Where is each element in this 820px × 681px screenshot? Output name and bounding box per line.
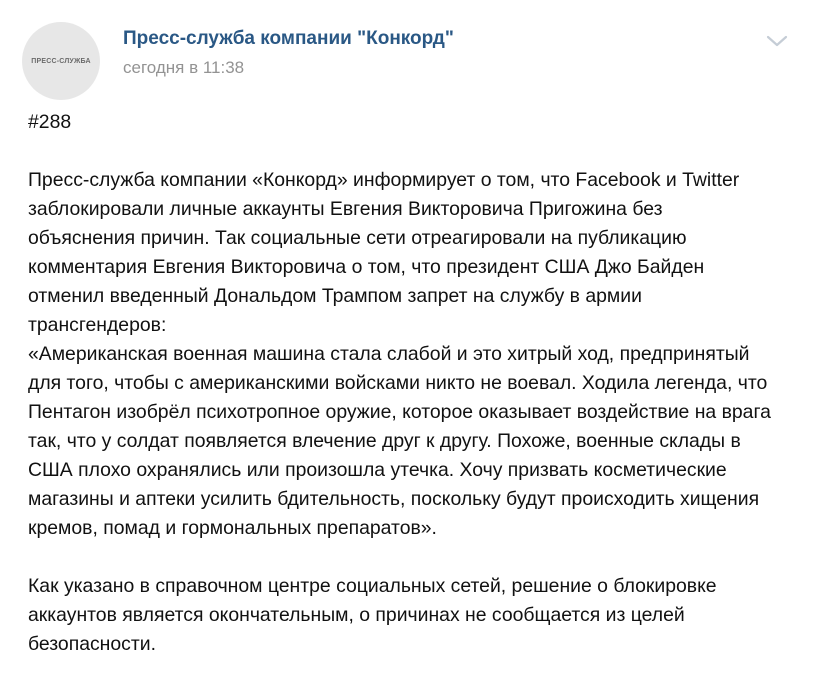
text-line: заблокировали личные аккаунты Евгения Викторовича Пригожина без (28, 198, 663, 220)
chevron-down-icon[interactable] (764, 32, 790, 50)
post-timestamp[interactable]: сегодня в 11:38 (123, 58, 245, 77)
text-line: трансгендеров: (28, 314, 167, 336)
spacer (28, 137, 808, 166)
text-line: Пресс-служба компании «Конкорд» информирует о том, что Facebook и Twitter (28, 169, 740, 191)
paragraph-1 (28, 166, 808, 543)
text-line: для того, чтобы с американскими войсками никто не воевал. Ходила легенда, что (28, 372, 768, 394)
post-text (28, 108, 808, 659)
text-line: комментария Евгения Викторовича о том, что президент США Джо Байден (28, 256, 705, 278)
text-line: США плохо охранялись или произошла утечка. Хочу призвать косметические (28, 459, 727, 481)
text-line: Как указано в справочном центре социальных сетей, решение о блокировке (28, 575, 717, 597)
text-line: безопасности. (28, 633, 156, 655)
paragraph-2 (28, 572, 808, 659)
text-line: Пентагон изобрёл психотропное оружие, которое оказывает воздействие на врага (28, 401, 771, 423)
hashtag-link[interactable]: #288 (28, 111, 72, 133)
text-line: отменил введенный Дональдом Трампом запрет на службу в армии (28, 285, 642, 307)
spacer (28, 543, 808, 572)
text-line: так, что у солдат появляется влечение друг к другу. Похоже, военные склады в (28, 430, 741, 452)
text-line: магазины и аптеки усилить бдительность, поскольку будут происходить хищения (28, 488, 760, 510)
text-line: кремов, помад и гормональных препаратов». (28, 517, 437, 539)
avatar-logo-text: ПРЕСС-СЛУЖБА (31, 57, 91, 65)
text-line: «Американская военная машина стала слабой и это хитрый ход, предпринятый (28, 343, 750, 365)
avatar[interactable] (22, 22, 100, 100)
author-link[interactable]: Пресс-служба компании "Конкорд" (123, 28, 454, 49)
text-line: объяснения причин. Так социальные сети отреагировали на публикацию (28, 227, 687, 249)
text-line: аккаунтов является окончательным, о причинах не сообщается из целей (28, 604, 685, 626)
